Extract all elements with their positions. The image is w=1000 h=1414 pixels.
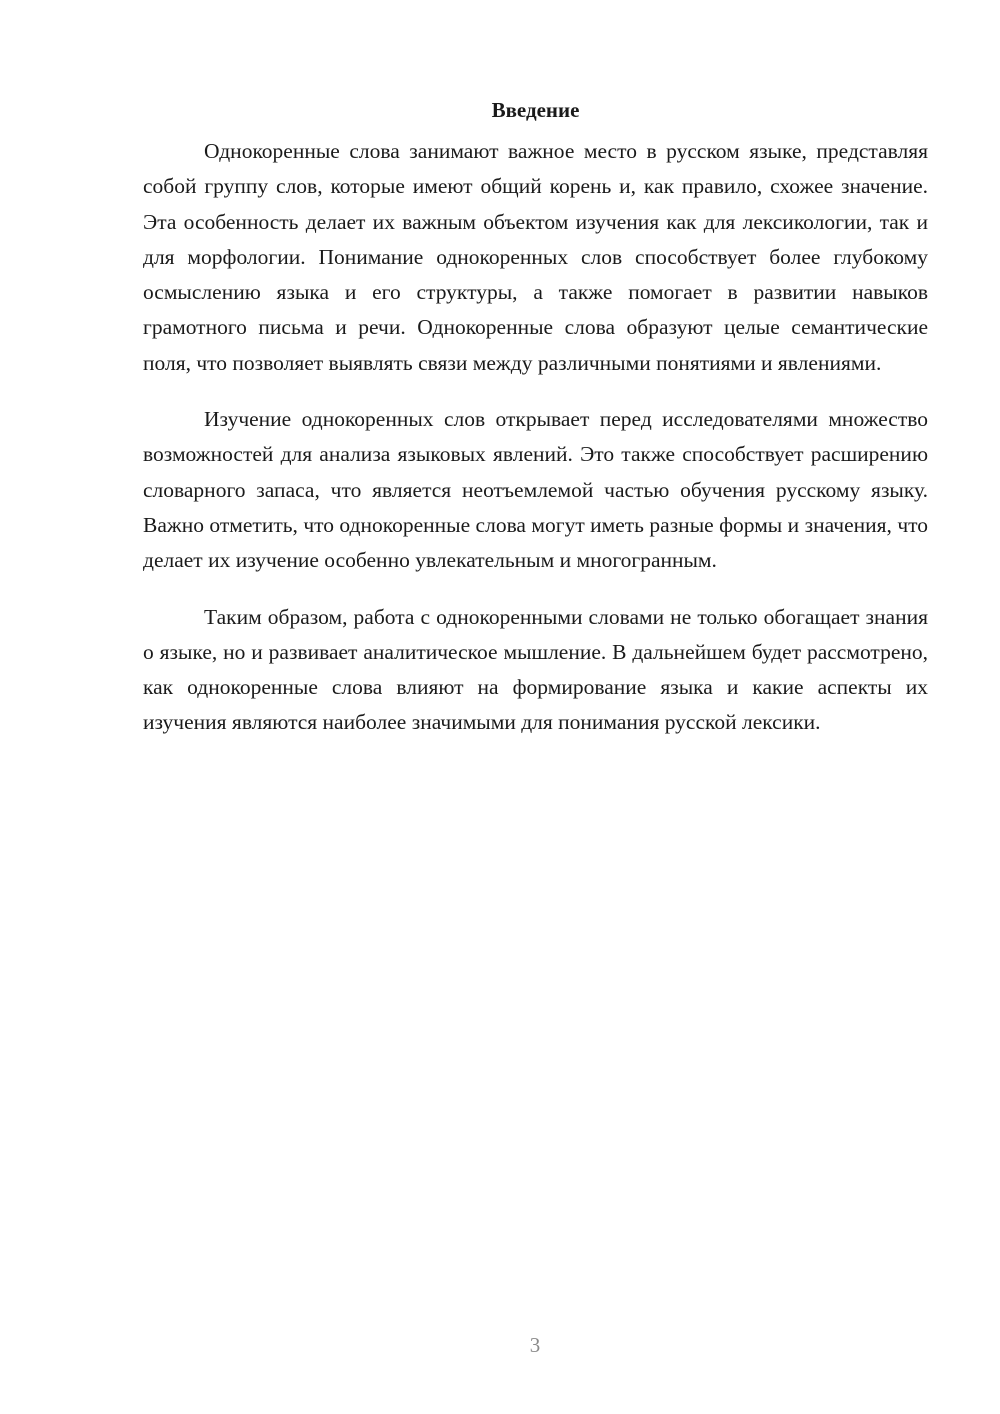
paragraph-1: Однокоренные слова занимают важное место в русском языке, представляя собой группу слов, которые имеют общий корень и, как правило, схожее значение. Эта особенность делает их важным объектом изучения как для лексикологии, так и для морфологии. Понимание однокоренных слов способствует более глубокому осмыслению языка и его структуры, а также помогает в развитии навыков грамотного письма и речи. Однокоренные слова образуют целые семантические поля, что позволяет выявлять связи между различными понятиями и явлениями. — [143, 139, 928, 375]
page-number: 3 — [529, 1333, 541, 1357]
section-heading: Введение — [491, 98, 580, 122]
paragraph-2: Изучение однокоренных слов открывает перед исследователями множество возможностей для анализа языковых явлений. Это также способствует расширению словарного запаса, что является неотъемлемой частью обучения русскому языку. Важно отметить, что однокоренные слова могут иметь разные формы и значения, что делает их изучение особенно увлекательным и многогранным. — [143, 407, 928, 573]
paragraph-3: Таким образом, работа с однокоренными словами не только обогащает знания о языке, но и развивает аналитическое мышление. В дальнейшем будет рассмотрено, как однокоренные слова влияют на формирование языка и какие аспекты их изучения являются наиболее значимыми для понимания русской лексики. — [143, 604, 928, 735]
page-content — [143, 95, 928, 762]
